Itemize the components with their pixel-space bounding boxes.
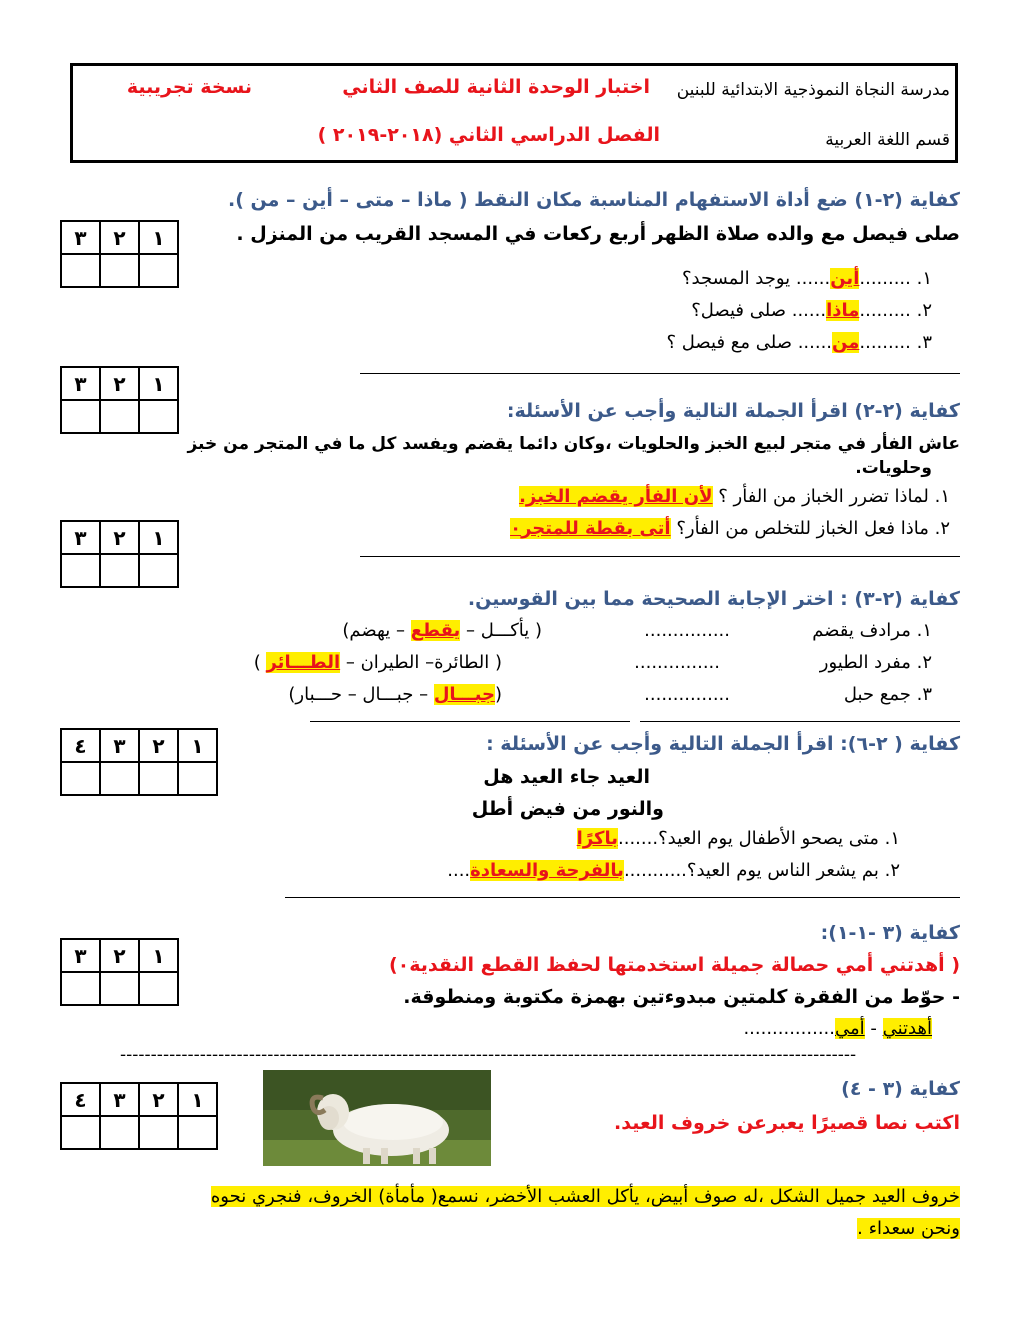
q1-score-table: ٣ ٢ ١: [60, 220, 179, 288]
q4-item-1: ١. متى يصحو الأطفال يوم العيد؟.......باكرًا: [576, 828, 900, 849]
q4-divider: [285, 897, 960, 898]
q2-item-1: ١. لماذا تضرر الخباز من الفأر ؟ لأن الفأر يقضم الخبز.: [519, 486, 950, 507]
q2-divider: [360, 556, 960, 557]
q2-passage-line-2: وحلويات.: [855, 458, 932, 478]
q4-score-table: ٤ ٣ ٢ ١: [60, 728, 218, 796]
q1-item-2: ٢. .........ماذا...... صلى فيصل؟: [691, 300, 932, 321]
q5-separator: ------------------------------------------------------------------------------------------------------------------------: [120, 1045, 857, 1065]
q5-score-table: ٣ ٢ ١: [60, 938, 179, 1006]
q1-title: كفاية (٢-١) ضع أداة الاستفهام المناسبة مكان النقط ( ماذا – متى – أين – من ).: [228, 189, 960, 211]
q3-item-2-q: ٢. مفرد الطيور: [819, 652, 932, 673]
q3-item-2-dots: ...............: [634, 652, 720, 673]
q3-title: كفاية (٢-٣) : اختر الإجابة الصحيحة مما بين القوسين.: [467, 588, 960, 610]
school-name: مدرسة النجاة النموذجية الابتدائية للبنين: [676, 80, 950, 100]
q5-title: كفاية (٣ -١-١):: [820, 922, 960, 944]
q6-score-table: ٤ ٣ ٢ ١: [60, 1082, 218, 1150]
sheep-icon: [263, 1070, 491, 1166]
q3-divider-left: [310, 721, 630, 722]
q1-divider: [360, 373, 960, 374]
q2-passage-line-1: عاش الفأر في متجر لبيع الخبز والحلويات ،وكان دائما يقضم ويفسد كل ما في المتجر من خبز: [187, 434, 960, 454]
q3-item-3-options: (جبـــال – جبـــال – حـــبار): [288, 684, 502, 705]
q3-item-1-options: ( يأكـــل – يقطع – يهضم): [342, 620, 542, 641]
q3-item-2-options: ( الطائرة– الطيران – الطـــائر ): [253, 652, 502, 673]
version-label: نسخة تجريبية: [126, 76, 252, 98]
q6-task: اكتب نصا قصيرًا يعبرعن خروف العيد.: [614, 1112, 960, 1134]
q3-item-1-dots: ...............: [644, 620, 730, 641]
q4-poem-line-1: العيد جاء العيد هل: [483, 766, 650, 788]
q1-item-1: ١. .........أين...... يوجد المسجد؟: [682, 268, 932, 289]
q2-score-table: ٣ ٢ ١: [60, 366, 179, 434]
q3-item-3-q: ٣. جمع حبل: [843, 684, 932, 705]
q5-answer: أهدتني - أمي................: [743, 1018, 932, 1039]
sheep-photo: [263, 1070, 491, 1166]
q4-poem-line-2: والنور من فيض أطل: [471, 798, 664, 820]
q5-task: - حوّط من الفقرة كلمتين مبدوءتين بهمزة مكتوبة ومنطوقة.: [403, 986, 960, 1008]
q3-divider-right: [640, 721, 960, 722]
q6-title: كفاية (٣ - ٤): [841, 1078, 960, 1100]
semester-label: الفصل الدراسي الثاني (٢٠١٨-٢٠١٩ ): [317, 124, 660, 146]
q5-sentence: ( أهدتني أمي حصالة جميلة استخدمتها لحفظ القطع النقدية٠): [388, 954, 960, 976]
q1-sentence: صلى فيصل مع والده صلاة الظهر أربع ركعات في المسجد القريب من المنزل .: [236, 223, 960, 245]
q1-item-3: ٣. .........من...... صلى مع فيصل ؟: [666, 332, 932, 353]
q6-answer-line-2: ونحن سعداء .: [857, 1218, 960, 1239]
department-name: قسم اللغة العربية: [825, 130, 950, 150]
q6-answer-line-1: خروف العيد جميل الشكل ،له صوف أبيض، يأكل العشب الأخضر، نسمع( مأمأة) الخروف، فنجري نحوه: [210, 1186, 960, 1207]
q2-item-2: ٢. ماذا فعل الخباز للتخلص من الفأر؟ أتى بقطة للمتجر٠: [510, 518, 950, 539]
q4-title: كفاية ( ٢-٦): اقرأ الجملة التالية وأجب عن الأسئلة :: [486, 733, 960, 755]
q4-item-2: ٢. بم يشعر الناس يوم العيد؟...........بالفرحة والسعادة....: [447, 860, 900, 881]
q2-title: كفاية (٢-٢) اقرأ الجملة التالية وأجب عن الأسئلة:: [506, 400, 960, 422]
exam-title: اختبار الوحدة الثانية للصف الثاني: [342, 76, 650, 98]
q2b-score-table: ٣ ٢ ١: [60, 520, 179, 588]
q3-item-3-dots: ...............: [644, 684, 730, 705]
q3-item-1-q: ١. مرادف يقضم: [812, 620, 932, 641]
